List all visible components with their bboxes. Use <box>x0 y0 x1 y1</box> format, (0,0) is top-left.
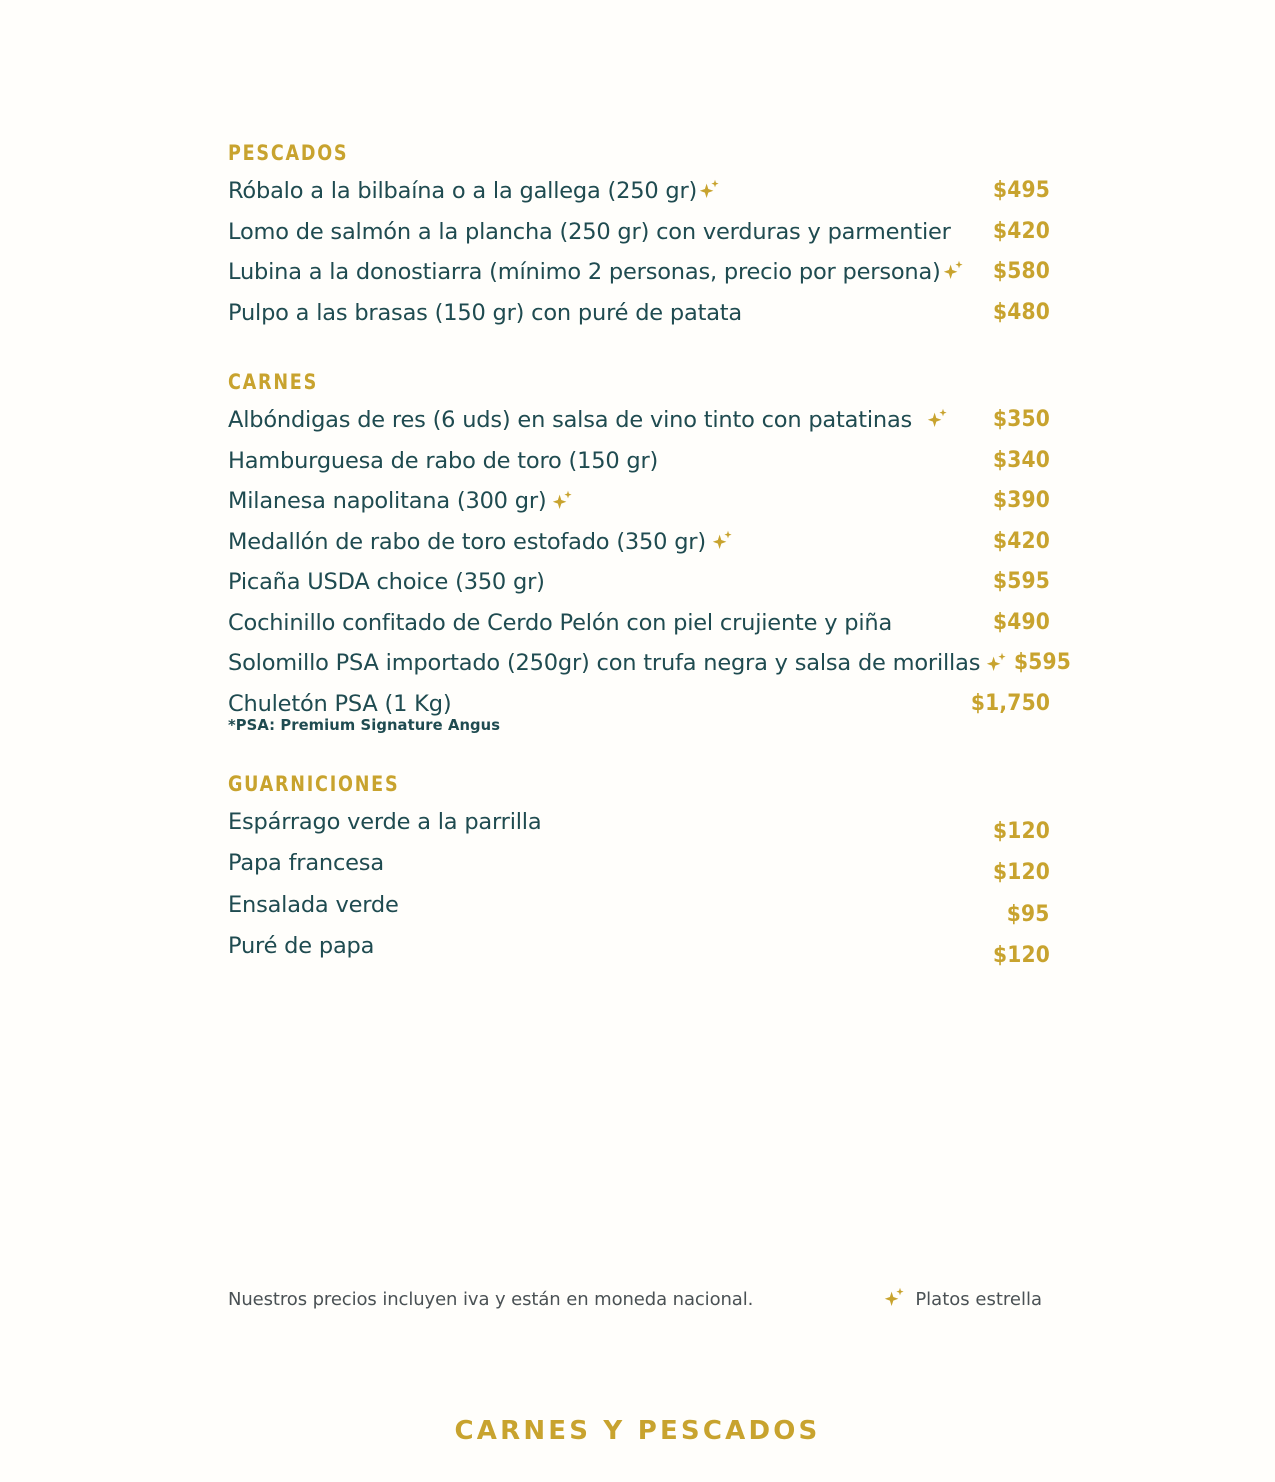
menu-item-row <box>228 488 1050 515</box>
menu-item-name-wrap <box>228 691 451 718</box>
menu-item-name-wrap <box>228 809 541 836</box>
menu-item-row <box>228 300 1050 327</box>
section-title-carnes: CARNES <box>228 370 318 395</box>
menu-sections <box>228 141 1072 975</box>
menu-item-name: Chuletón PSA (1 Kg) <box>228 691 452 718</box>
section-title-pescados: PESCADOS <box>228 141 349 165</box>
menu-item-name: Lomo de salmón a la plancha (250 gr) con verduras y parmentier <box>228 218 951 245</box>
section-carnes <box>228 370 1072 734</box>
menu-item-name-wrap <box>228 569 545 596</box>
sparkle-icon <box>942 260 966 282</box>
menu-item-name-wrap <box>228 610 892 637</box>
menu-item-name: Róbalo a la bilbaína o a la gallega (250 gr) <box>228 178 698 204</box>
menu-item-name-wrap <box>228 488 575 515</box>
menu-item-price: $120 <box>992 860 1050 886</box>
menu-item-name-wrap <box>228 407 950 434</box>
menu-item-name-wrap <box>228 650 1009 677</box>
menu-item-price: $490 <box>992 609 1050 635</box>
menu-item-row <box>228 178 1050 205</box>
section-guarniciones <box>228 771 1050 969</box>
menu-item-name: Picaña USDA choice (350 gr) <box>228 569 545 596</box>
sparkle-icon <box>711 530 735 552</box>
menu-item-name: Solomillo PSA importado (250gr) con trufa negra y salsa de morillas <box>228 650 981 677</box>
menu-item-name-wrap <box>228 259 966 286</box>
sparkle-icon <box>926 408 950 430</box>
menu-item-price: $95 <box>1007 901 1050 927</box>
menu-item-row <box>228 650 1072 677</box>
menu-item-name-wrap <box>228 178 722 205</box>
section-note-carnes: *PSA: Premium Signature Angus <box>228 715 501 734</box>
menu-item-row <box>228 407 1050 434</box>
menu-item-price: $480 <box>992 299 1050 325</box>
section-title-guarniciones: GUARNICIONES <box>228 771 400 796</box>
page-footer-title: CARNES Y PESCADOS <box>454 1416 821 1446</box>
menu-item-name: Espárrago verde a la parrilla <box>228 808 542 835</box>
menu-item-row <box>228 610 1050 637</box>
menu-item-name-wrap <box>228 850 384 877</box>
menu-item-price: $420 <box>992 528 1050 554</box>
menu-item-name: Pulpo a las brasas (150 gr) con puré de patata <box>228 299 742 326</box>
menu-item-price: $340 <box>992 447 1050 473</box>
menu-item-name: Albóndigas de res (6 uds) en salsa de vino tinto con patatinas <box>228 407 913 434</box>
menu-item-name: Hamburguesa de rabo de toro (150 gr) <box>228 447 659 474</box>
menu-item-name: Puré de papa <box>228 933 375 960</box>
menu-item-row <box>228 808 1050 844</box>
menu-item-price: $1,750 <box>970 691 1050 717</box>
item-list-guarniciones <box>228 808 1050 969</box>
menu-item-price: $390 <box>992 488 1050 514</box>
menu-item-price: $595 <box>992 569 1050 595</box>
section-spacer <box>228 734 1050 774</box>
menu-item-name: Milanesa napolitana (300 gr) <box>228 488 547 515</box>
menu-item-row <box>228 850 1050 886</box>
menu-item-row <box>228 219 1050 246</box>
menu-item-row <box>228 933 1050 969</box>
menu-item-price: $120 <box>992 943 1050 969</box>
menu-item-name-wrap <box>228 448 658 475</box>
item-list-carnes <box>228 407 1072 718</box>
menu-item-price: $580 <box>992 259 1050 285</box>
menu-item-price: $120 <box>992 818 1050 844</box>
menu-item-name: Lubina a la donostiarra (mínimo 2 personas, precio por persona) <box>228 259 941 286</box>
menu-item-row <box>228 569 1050 596</box>
menu-item-row <box>228 529 1050 556</box>
footer-star-legend-label: Platos estrella <box>915 1288 1042 1310</box>
item-list-pescados <box>228 178 1050 326</box>
menu-item-name: Medallón de rabo de toro estofado (350 gr) <box>228 528 706 555</box>
menu-item-name-wrap <box>228 933 374 960</box>
footer-star-legend <box>883 1288 1042 1310</box>
sparkle-icon <box>698 179 722 201</box>
menu-item-name-wrap <box>228 529 735 556</box>
menu-item-name-wrap <box>228 300 742 327</box>
menu-footer <box>228 1288 1050 1310</box>
menu-item-row <box>228 259 1050 286</box>
menu-item-name: Cochinillo confitado de Cerdo Pelón con piel crujiente y piña <box>228 609 893 636</box>
sparkle-icon <box>883 1287 907 1309</box>
sparkle-icon <box>985 652 1009 674</box>
menu-item-row <box>228 691 1050 718</box>
menu-item-name-wrap <box>228 219 951 246</box>
menu-item-price: $420 <box>992 218 1050 244</box>
sparkle-icon <box>551 490 575 512</box>
menu-item-row <box>228 891 1050 927</box>
menu-item-name: Ensalada verde <box>228 891 399 918</box>
menu-item-name-wrap <box>228 892 399 919</box>
section-spacer <box>228 326 1050 372</box>
menu-item-row <box>228 448 1050 475</box>
section-pescados <box>228 143 1050 326</box>
menu-item-price: $595 <box>1014 650 1072 676</box>
footer-price-note: Nuestros precios incluyen iva y están en moneda nacional. <box>228 1288 754 1310</box>
menu-item-name: Papa francesa <box>228 850 384 877</box>
menu-item-price: $495 <box>992 178 1050 203</box>
menu-item-price: $350 <box>992 407 1050 433</box>
